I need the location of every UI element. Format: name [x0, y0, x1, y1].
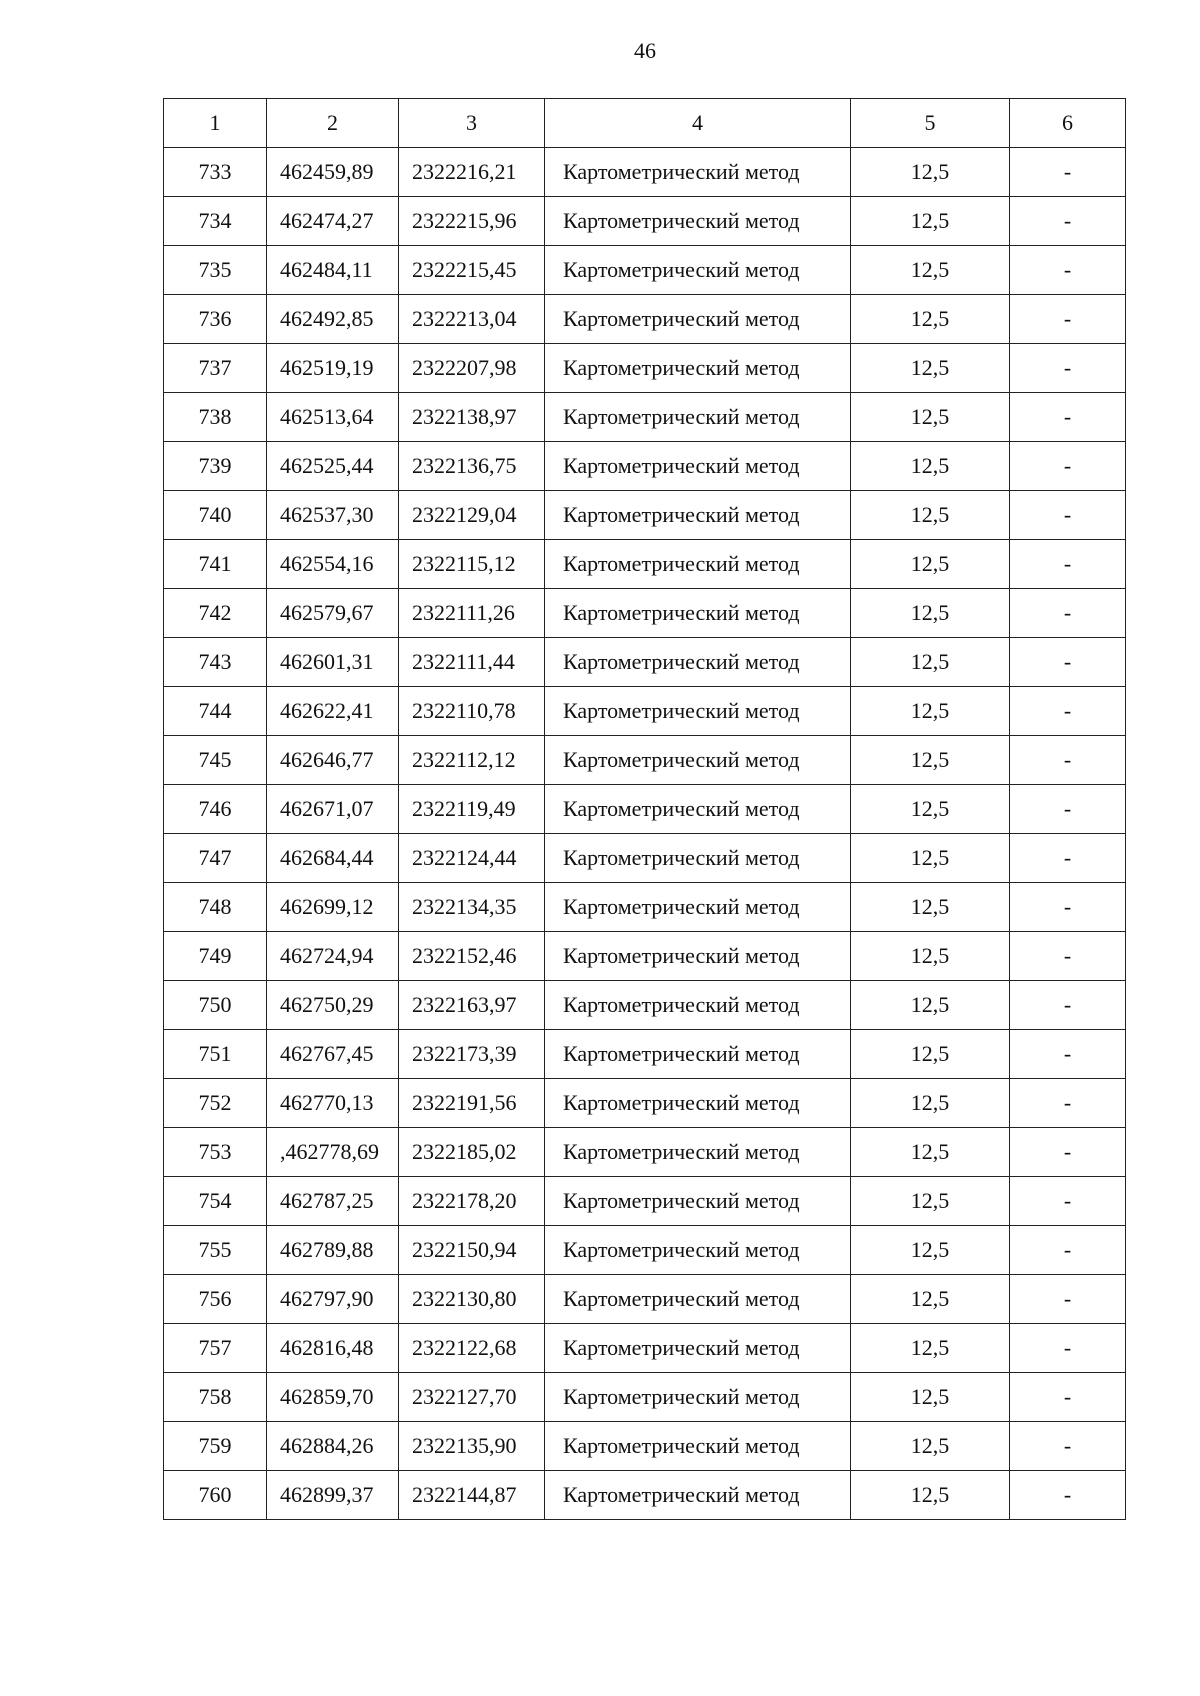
cell-method: Картометрический метод: [545, 981, 851, 1030]
cell-y-coordinate: 2322152,46: [399, 932, 545, 981]
cell-accuracy: 12,5: [851, 1079, 1010, 1128]
table-row: [164, 981, 1126, 1030]
cell-x-coordinate: 462724,94: [267, 932, 399, 981]
cell-point-number: 746: [164, 785, 267, 834]
cell-description: -: [1010, 1422, 1126, 1471]
cell-x-coordinate: 462622,41: [267, 687, 399, 736]
cell-point-number: 734: [164, 197, 267, 246]
cell-point-number: 742: [164, 589, 267, 638]
cell-point-number: 741: [164, 540, 267, 589]
cell-accuracy: 12,5: [851, 1324, 1010, 1373]
cell-description: -: [1010, 246, 1126, 295]
cell-method: Картометрический метод: [545, 834, 851, 883]
cell-y-coordinate: 2322110,78: [399, 687, 545, 736]
cell-y-coordinate: 2322191,56: [399, 1079, 545, 1128]
cell-x-coordinate: 462474,27: [267, 197, 399, 246]
cell-x-coordinate: 462671,07: [267, 785, 399, 834]
cell-point-number: 751: [164, 1030, 267, 1079]
cell-x-coordinate: 462537,30: [267, 491, 399, 540]
header-col-2: 2: [267, 99, 399, 148]
cell-method: Картометрический метод: [545, 883, 851, 932]
cell-point-number: 744: [164, 687, 267, 736]
table-row: [164, 1324, 1126, 1373]
cell-accuracy: 12,5: [851, 1373, 1010, 1422]
table-row: [164, 491, 1126, 540]
cell-point-number: 745: [164, 736, 267, 785]
cell-accuracy: 12,5: [851, 638, 1010, 687]
cell-point-number: 749: [164, 932, 267, 981]
cell-y-coordinate: 2322207,98: [399, 344, 545, 393]
table-row: [164, 736, 1126, 785]
cell-y-coordinate: 2322119,49: [399, 785, 545, 834]
table-row: [164, 883, 1126, 932]
cell-x-coordinate: 462767,45: [267, 1030, 399, 1079]
cell-accuracy: 12,5: [851, 883, 1010, 932]
cell-y-coordinate: 2322215,96: [399, 197, 545, 246]
cell-point-number: 752: [164, 1079, 267, 1128]
cell-accuracy: 12,5: [851, 344, 1010, 393]
cell-method: Картометрический метод: [545, 687, 851, 736]
cell-method: Картометрический метод: [545, 1079, 851, 1128]
cell-method: Картометрический метод: [545, 1128, 851, 1177]
cell-x-coordinate: 462525,44: [267, 442, 399, 491]
cell-x-coordinate: 462750,29: [267, 981, 399, 1030]
cell-x-coordinate: 462513,64: [267, 393, 399, 442]
cell-method: Картометрический метод: [545, 638, 851, 687]
table-row: [164, 638, 1126, 687]
table-row: [164, 834, 1126, 883]
cell-point-number: 748: [164, 883, 267, 932]
cell-y-coordinate: 2322115,12: [399, 540, 545, 589]
cell-x-coordinate: ,462778,69: [267, 1128, 399, 1177]
cell-point-number: 743: [164, 638, 267, 687]
cell-accuracy: 12,5: [851, 785, 1010, 834]
cell-accuracy: 12,5: [851, 393, 1010, 442]
cell-method: Картометрический метод: [545, 491, 851, 540]
cell-description: -: [1010, 1275, 1126, 1324]
cell-description: -: [1010, 589, 1126, 638]
cell-description: -: [1010, 540, 1126, 589]
cell-description: -: [1010, 442, 1126, 491]
cell-description: -: [1010, 393, 1126, 442]
cell-method: Картометрический метод: [545, 197, 851, 246]
cell-y-coordinate: 2322134,35: [399, 883, 545, 932]
cell-description: -: [1010, 1471, 1126, 1520]
table-row: [164, 1079, 1126, 1128]
cell-point-number: 735: [164, 246, 267, 295]
table-row: [164, 148, 1126, 197]
cell-description: -: [1010, 1030, 1126, 1079]
cell-method: Картометрический метод: [545, 1422, 851, 1471]
cell-description: -: [1010, 883, 1126, 932]
cell-description: -: [1010, 1373, 1126, 1422]
cell-x-coordinate: 462554,16: [267, 540, 399, 589]
cell-accuracy: 12,5: [851, 246, 1010, 295]
cell-description: -: [1010, 932, 1126, 981]
table-row: [164, 932, 1126, 981]
cell-description: -: [1010, 1177, 1126, 1226]
table-row: [164, 1226, 1126, 1275]
cell-x-coordinate: 462899,37: [267, 1471, 399, 1520]
table-row: [164, 197, 1126, 246]
cell-description: -: [1010, 981, 1126, 1030]
cell-accuracy: 12,5: [851, 295, 1010, 344]
cell-y-coordinate: 2322178,20: [399, 1177, 545, 1226]
cell-y-coordinate: 2322136,75: [399, 442, 545, 491]
cell-method: Картометрический метод: [545, 589, 851, 638]
cell-description: -: [1010, 736, 1126, 785]
cell-description: -: [1010, 1079, 1126, 1128]
cell-x-coordinate: 462459,89: [267, 148, 399, 197]
cell-x-coordinate: 462859,70: [267, 1373, 399, 1422]
cell-point-number: 747: [164, 834, 267, 883]
table-body: [164, 148, 1126, 1520]
cell-y-coordinate: 2322138,97: [399, 393, 545, 442]
cell-accuracy: 12,5: [851, 540, 1010, 589]
table-header-row: [164, 99, 1126, 148]
cell-accuracy: 12,5: [851, 1422, 1010, 1471]
cell-accuracy: 12,5: [851, 834, 1010, 883]
cell-x-coordinate: 462684,44: [267, 834, 399, 883]
cell-method: Картометрический метод: [545, 246, 851, 295]
cell-description: -: [1010, 785, 1126, 834]
cell-method: Картометрический метод: [545, 540, 851, 589]
table-row: [164, 1422, 1126, 1471]
cell-x-coordinate: 462579,67: [267, 589, 399, 638]
cell-method: Картометрический метод: [545, 1324, 851, 1373]
cell-method: Картометрический метод: [545, 1177, 851, 1226]
cell-accuracy: 12,5: [851, 148, 1010, 197]
table-row: [164, 344, 1126, 393]
cell-x-coordinate: 462646,77: [267, 736, 399, 785]
cell-accuracy: 12,5: [851, 1030, 1010, 1079]
cell-y-coordinate: 2322215,45: [399, 246, 545, 295]
cell-point-number: 754: [164, 1177, 267, 1226]
table-row: [164, 589, 1126, 638]
table-row: [164, 540, 1126, 589]
cell-point-number: 736: [164, 295, 267, 344]
header-col-6: 6: [1010, 99, 1126, 148]
table-row: [164, 442, 1126, 491]
cell-method: Картометрический метод: [545, 932, 851, 981]
cell-point-number: 760: [164, 1471, 267, 1520]
cell-x-coordinate: 462492,85: [267, 295, 399, 344]
cell-y-coordinate: 2322163,97: [399, 981, 545, 1030]
cell-x-coordinate: 462797,90: [267, 1275, 399, 1324]
table-row: [164, 1275, 1126, 1324]
cell-point-number: 753: [164, 1128, 267, 1177]
cell-x-coordinate: 462787,25: [267, 1177, 399, 1226]
cell-y-coordinate: 2322122,68: [399, 1324, 545, 1373]
header-col-5: 5: [851, 99, 1010, 148]
cell-description: -: [1010, 1226, 1126, 1275]
cell-x-coordinate: 462789,88: [267, 1226, 399, 1275]
cell-y-coordinate: 2322127,70: [399, 1373, 545, 1422]
cell-accuracy: 12,5: [851, 1128, 1010, 1177]
cell-method: Картометрический метод: [545, 393, 851, 442]
cell-method: Картометрический метод: [545, 785, 851, 834]
cell-description: -: [1010, 295, 1126, 344]
cell-description: -: [1010, 687, 1126, 736]
cell-x-coordinate: 462484,11: [267, 246, 399, 295]
cell-accuracy: 12,5: [851, 442, 1010, 491]
page-number: 46: [634, 38, 656, 63]
cell-description: -: [1010, 491, 1126, 540]
cell-y-coordinate: 2322213,04: [399, 295, 545, 344]
cell-point-number: 755: [164, 1226, 267, 1275]
cell-point-number: 738: [164, 393, 267, 442]
cell-accuracy: 12,5: [851, 1177, 1010, 1226]
cell-description: -: [1010, 638, 1126, 687]
cell-y-coordinate: 2322130,80: [399, 1275, 545, 1324]
cell-accuracy: 12,5: [851, 932, 1010, 981]
table-row: [164, 785, 1126, 834]
cell-method: Картометрический метод: [545, 1226, 851, 1275]
cell-x-coordinate: 462699,12: [267, 883, 399, 932]
cell-accuracy: 12,5: [851, 1226, 1010, 1275]
cell-y-coordinate: 2322135,90: [399, 1422, 545, 1471]
table-row: [164, 1471, 1126, 1520]
cell-method: Картометрический метод: [545, 344, 851, 393]
cell-y-coordinate: 2322216,21: [399, 148, 545, 197]
table-row: [164, 1373, 1126, 1422]
cell-accuracy: 12,5: [851, 589, 1010, 638]
cell-y-coordinate: 2322112,12: [399, 736, 545, 785]
cell-x-coordinate: 462519,19: [267, 344, 399, 393]
cell-accuracy: 12,5: [851, 687, 1010, 736]
cell-accuracy: 12,5: [851, 1471, 1010, 1520]
cell-x-coordinate: 462816,48: [267, 1324, 399, 1373]
cell-point-number: 737: [164, 344, 267, 393]
table-row: [164, 1030, 1126, 1079]
cell-y-coordinate: 2322150,94: [399, 1226, 545, 1275]
cell-x-coordinate: 462601,31: [267, 638, 399, 687]
table-row: [164, 1177, 1126, 1226]
cell-accuracy: 12,5: [851, 1275, 1010, 1324]
cell-y-coordinate: 2322111,44: [399, 638, 545, 687]
header-col-3: 3: [399, 99, 545, 148]
cell-x-coordinate: 462884,26: [267, 1422, 399, 1471]
cell-y-coordinate: 2322129,04: [399, 491, 545, 540]
cell-method: Картометрический метод: [545, 1275, 851, 1324]
cell-y-coordinate: 2322144,87: [399, 1471, 545, 1520]
cell-method: Картометрический метод: [545, 1030, 851, 1079]
cell-point-number: 733: [164, 148, 267, 197]
cell-point-number: 739: [164, 442, 267, 491]
table-row: [164, 393, 1126, 442]
cell-point-number: 759: [164, 1422, 267, 1471]
cell-point-number: 758: [164, 1373, 267, 1422]
cell-method: Картометрический метод: [545, 736, 851, 785]
cell-description: -: [1010, 344, 1126, 393]
cell-method: Картометрический метод: [545, 1471, 851, 1520]
cell-description: -: [1010, 834, 1126, 883]
cell-point-number: 756: [164, 1275, 267, 1324]
cell-y-coordinate: 2322124,44: [399, 834, 545, 883]
cell-accuracy: 12,5: [851, 736, 1010, 785]
table-row: [164, 295, 1126, 344]
cell-accuracy: 12,5: [851, 981, 1010, 1030]
table-row: [164, 246, 1126, 295]
cell-x-coordinate: 462770,13: [267, 1079, 399, 1128]
cell-description: -: [1010, 148, 1126, 197]
header-col-1: 1: [164, 99, 267, 148]
cell-description: -: [1010, 197, 1126, 246]
cell-description: -: [1010, 1128, 1126, 1177]
cell-y-coordinate: 2322111,26: [399, 589, 545, 638]
cell-accuracy: 12,5: [851, 491, 1010, 540]
coordinates-table: [163, 98, 1126, 1520]
cell-method: Картометрический метод: [545, 1373, 851, 1422]
cell-y-coordinate: 2322173,39: [399, 1030, 545, 1079]
header-col-4: 4: [545, 99, 851, 148]
cell-method: Картометрический метод: [545, 148, 851, 197]
cell-point-number: 757: [164, 1324, 267, 1373]
cell-method: Картометрический метод: [545, 442, 851, 491]
cell-y-coordinate: 2322185,02: [399, 1128, 545, 1177]
cell-accuracy: 12,5: [851, 197, 1010, 246]
cell-method: Картометрический метод: [545, 295, 851, 344]
cell-point-number: 740: [164, 491, 267, 540]
cell-point-number: 750: [164, 981, 267, 1030]
table-row: [164, 1128, 1126, 1177]
table-row: [164, 687, 1126, 736]
cell-description: -: [1010, 1324, 1126, 1373]
